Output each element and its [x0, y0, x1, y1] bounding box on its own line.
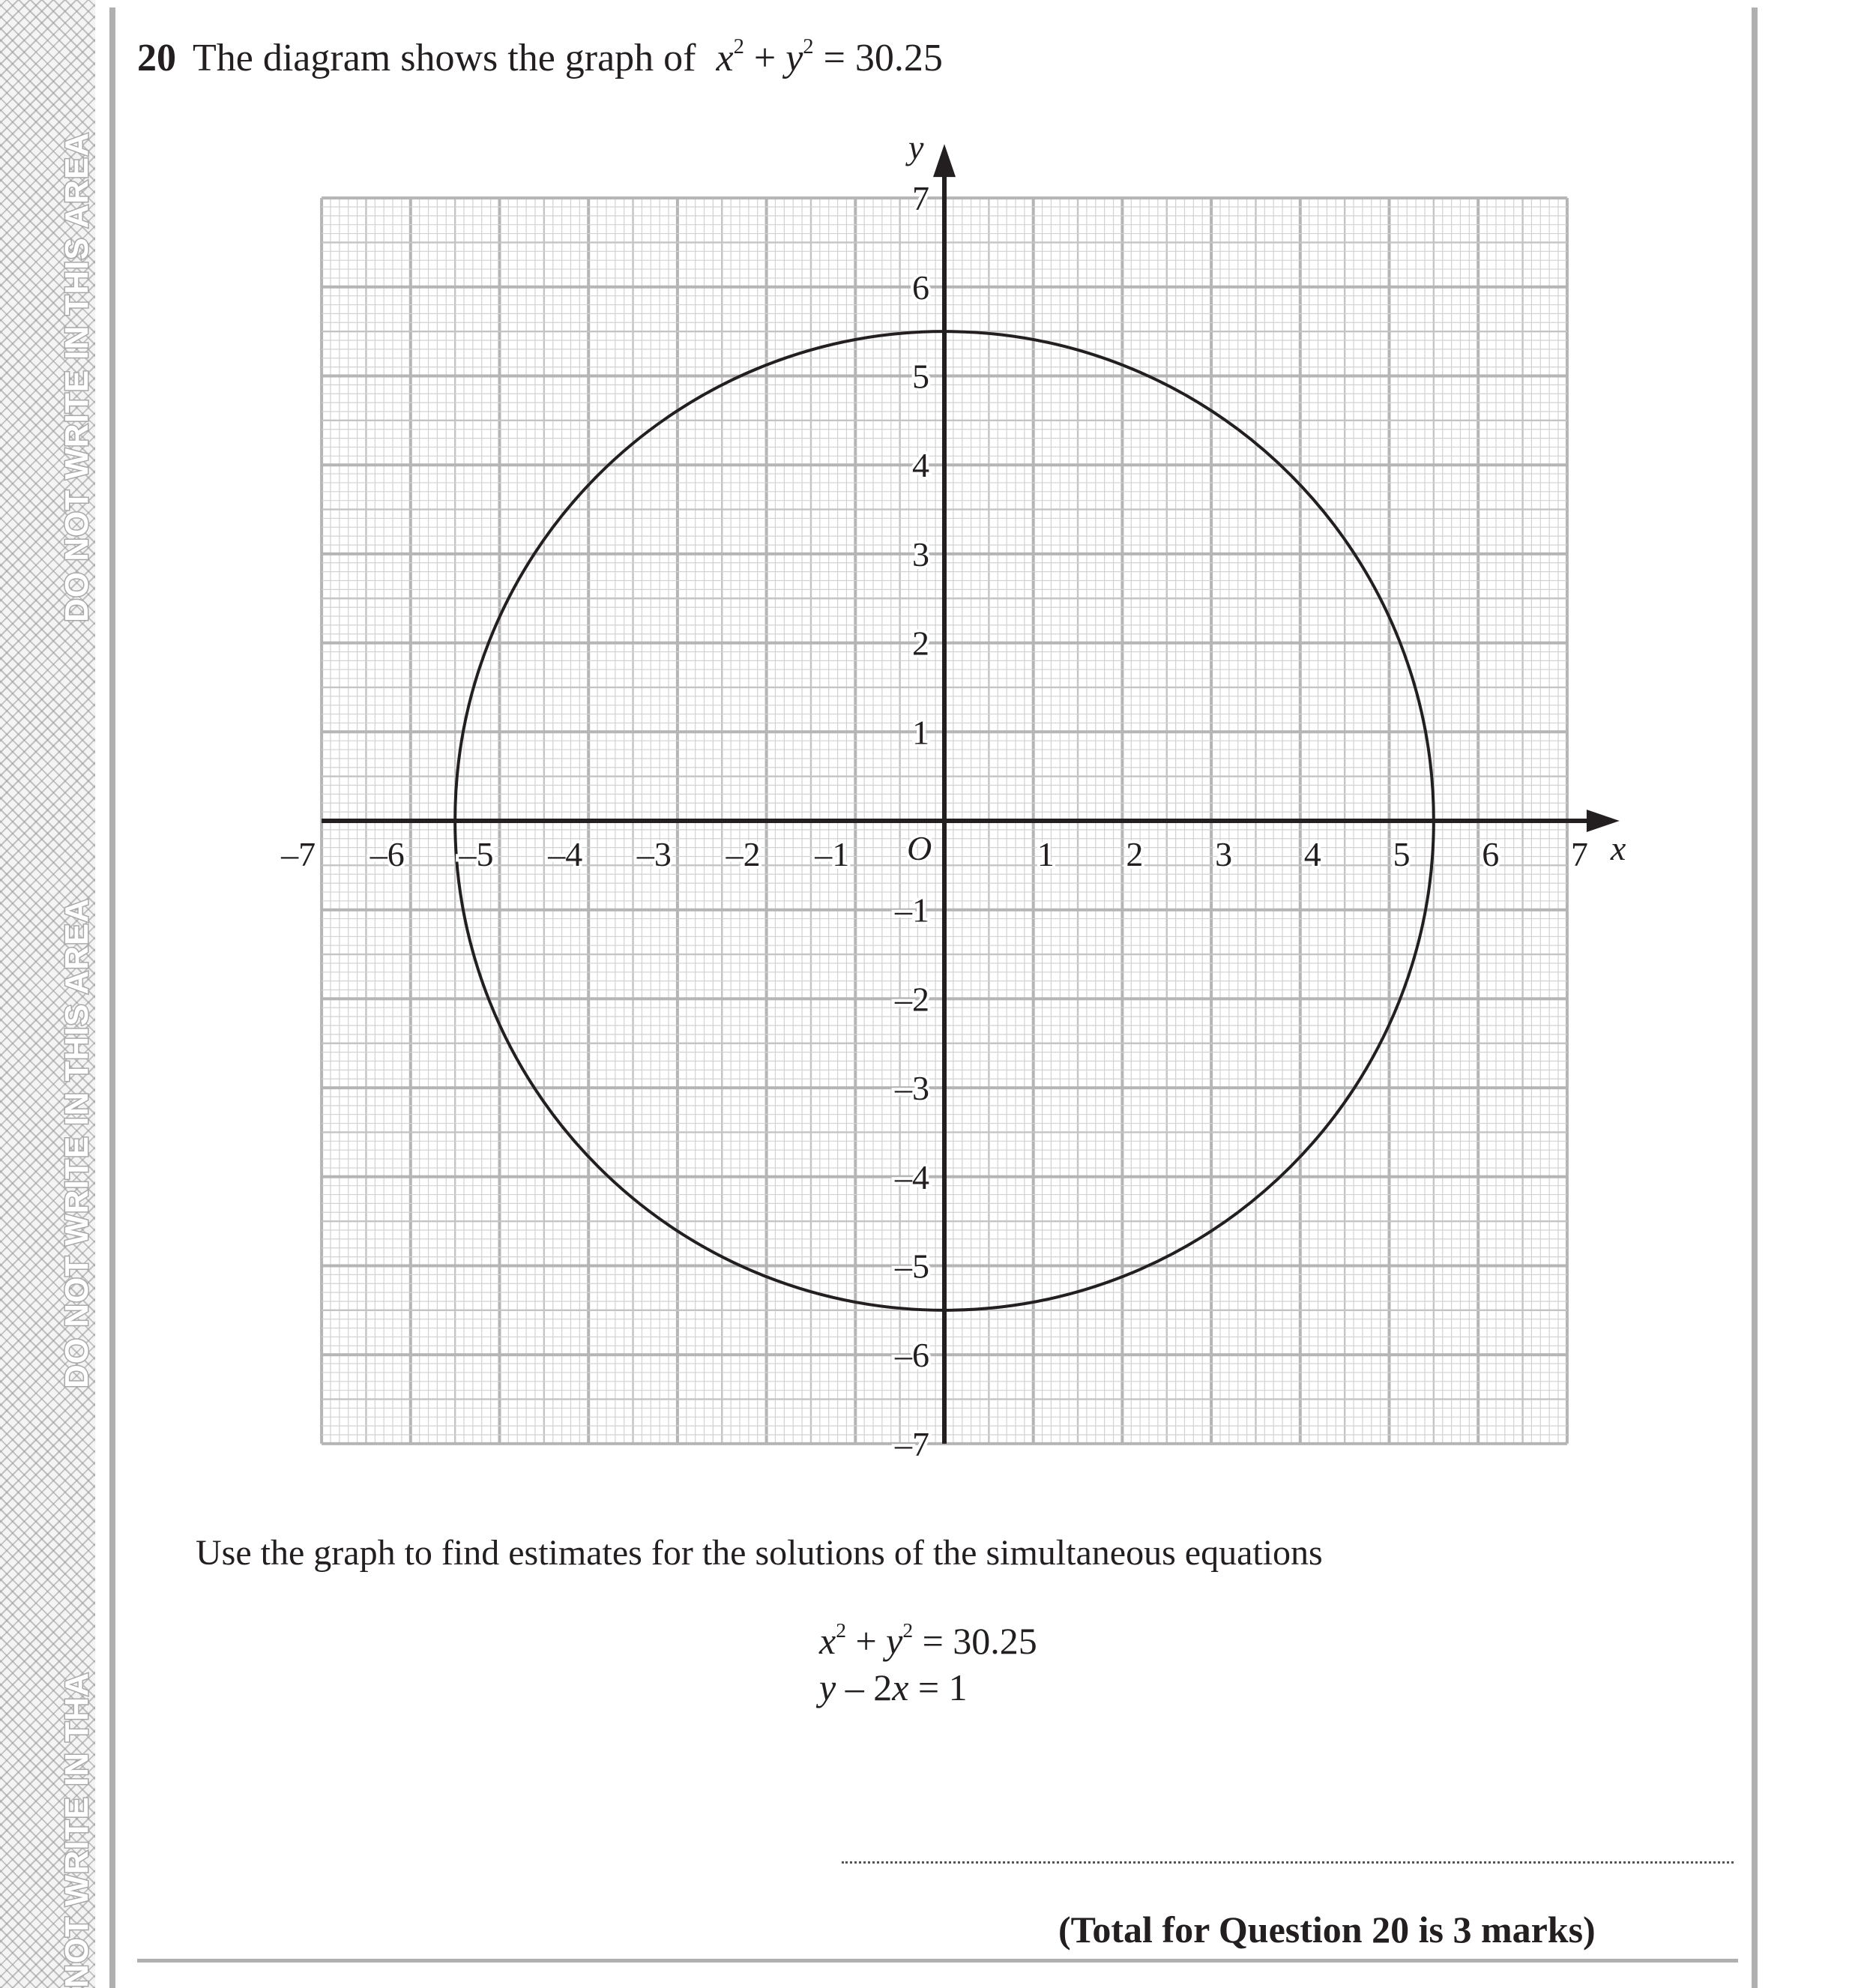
y-tick-label: 6: [912, 268, 929, 307]
circle-graph: [281, 127, 1634, 1477]
y-tick-label: –1: [895, 891, 929, 930]
margin-warning: DO NOT WRITE IN THIS AREA: [58, 897, 95, 1388]
y-tick-label: 4: [912, 446, 929, 485]
y-tick-label: –3: [895, 1069, 929, 1108]
x-tick-label: 6: [1482, 835, 1500, 873]
x-tick-label: –5: [459, 835, 494, 873]
x-tick-label: –2: [726, 835, 761, 873]
margin-strip: [0, 0, 95, 1988]
y-tick-label: 5: [912, 357, 929, 396]
y-tick-label: 3: [912, 534, 929, 573]
question-heading: [137, 36, 943, 80]
x-tick-label: 5: [1393, 835, 1411, 873]
y-axis-arrow: [933, 144, 956, 177]
x-tick-label: 3: [1215, 835, 1233, 873]
margin-warning: NOT WRITE IN THA: [58, 1672, 95, 1988]
total-marks: (Total for Question 20 is 3 marks): [1058, 1909, 1596, 1951]
x-tick-label: 2: [1126, 835, 1144, 873]
y-tick-label: –7: [895, 1424, 929, 1463]
x-tick-label: –4: [548, 835, 583, 873]
equation-line: y – 2x = 1: [819, 1666, 968, 1708]
y-tick-label: 2: [912, 624, 929, 663]
question-equation: $x^2 + y^2 = 30.25$: [716, 35, 943, 79]
y-axis-label: y: [908, 128, 924, 167]
simultaneous-equations: [819, 1618, 1037, 1711]
y-tick-label: –5: [895, 1247, 929, 1286]
origin-label: O: [907, 829, 932, 867]
y-tick-label: 7: [912, 179, 929, 218]
margin-warning: DO NOT WRITE IN THIS AREA: [58, 131, 95, 622]
x-axis-label: x: [1610, 829, 1626, 867]
y-tick-label: –6: [895, 1336, 929, 1375]
right-border-rule: [1752, 7, 1758, 1988]
equation-circle: $x^2 + y^2 = 30.25$: [819, 1618, 1037, 1662]
x-tick-label: 7: [1570, 835, 1588, 873]
question-intro: The diagram shows the graph of: [193, 37, 696, 79]
y-tick-label: 1: [912, 713, 929, 752]
x-tick-label: –7: [281, 835, 316, 873]
x-tick-label: 4: [1303, 835, 1321, 873]
instruction-text: Use the graph to find estimates for the solutions of the simultaneous equations: [196, 1533, 1323, 1573]
x-tick-label: –1: [815, 835, 850, 873]
question-number: 20: [137, 37, 176, 79]
x-tick-label: –3: [636, 835, 672, 873]
x-tick-label: –6: [370, 835, 405, 873]
bottom-rule: [137, 1959, 1738, 1963]
answer-line[interactable]: [842, 1861, 1734, 1864]
y-tick-label: –4: [895, 1157, 929, 1196]
left-border-rule: [109, 7, 115, 1988]
y-tick-label: –2: [895, 980, 929, 1019]
x-tick-label: 1: [1037, 835, 1055, 873]
